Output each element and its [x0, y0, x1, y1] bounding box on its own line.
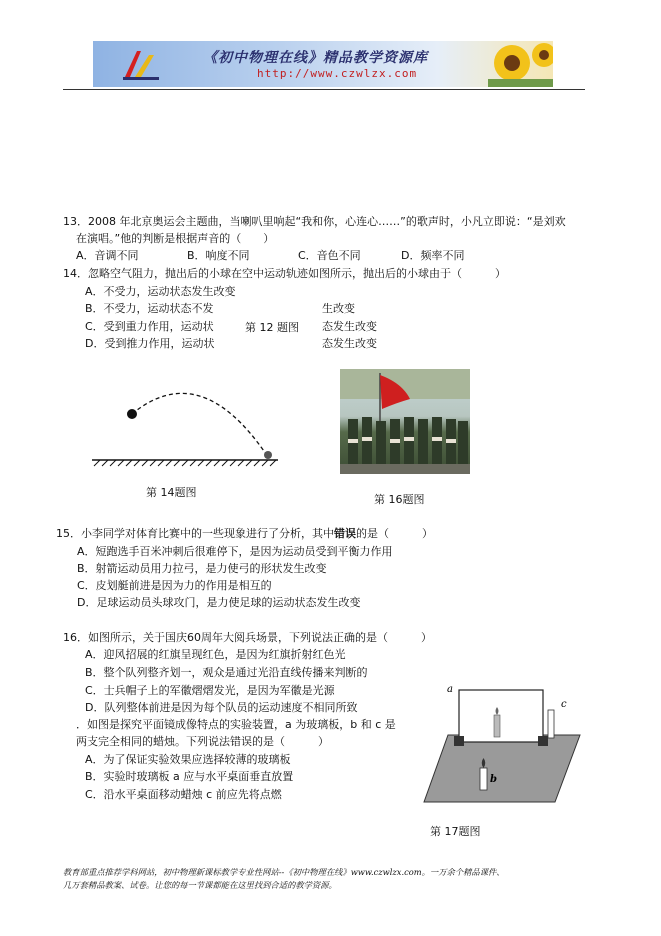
q13-option-a: A．音调不同 — [76, 249, 139, 262]
fig12-caption: 第 12 题图 — [245, 321, 299, 334]
banner-title: 《初中物理在线》精品教学资源库 — [203, 50, 428, 66]
q13-option-d: D．频率不同 — [401, 249, 465, 262]
q15-option-d: D．足球运动员头球攻门，是力使足球的运动状态发生改变 — [77, 596, 361, 609]
fig16-caption: 第 16题图 — [374, 493, 425, 506]
q14-option-b-tail: 生改变 — [322, 302, 355, 315]
candle-b — [480, 768, 487, 790]
site-logo — [121, 47, 161, 81]
fig17-caption: 第 17题图 — [430, 825, 481, 838]
q15-stem-post: 的是（ ） — [356, 527, 433, 540]
q14-stem: 14．忽略空气阻力，抛出后的小球在空中运动轨迹如图所示，抛出后的小球由于（ ） — [63, 267, 506, 280]
label-c: c — [561, 699, 567, 710]
q14-option-c: C．受到重力作用，运动状 — [85, 320, 214, 333]
q15-option-b: B．射箭运动员用力拉弓，是力使弓的形状发生改变 — [77, 562, 327, 575]
q14-option-b: B．不受力，运动状态不发 — [85, 302, 214, 315]
fig14-trajectory-diagram — [90, 380, 290, 470]
banner-url[interactable]: http://www.czwlzx.com — [257, 67, 418, 80]
footer-line2: 几万套精品教案、试卷。让您的每一节课都能在这里找到合适的教学资源。 — [63, 880, 337, 890]
q17-line1: ．如图是探究平面镜成像特点的实验装置，a 为玻璃板，b 和 c 是 — [76, 718, 396, 731]
header-banner — [93, 41, 553, 87]
header-rule — [63, 89, 585, 90]
q17-line2: 两支完全相同的蜡烛。下列说法错误的是（ ） — [76, 735, 329, 748]
glass-plate — [459, 690, 543, 742]
q17-option-b: B．实验时玻璃板 a 应与水平桌面垂直放置 — [85, 770, 294, 783]
q15-stem-pre: 15．小李同学对体育比赛中的一些现象进行了分析，其中 — [56, 527, 334, 540]
q13-line1: 13．2008 年北京奥运会主题曲，当喇叭里响起“我和你，心连心……”的歌声时，小凡立即说：“是刘欢 — [63, 215, 566, 228]
q15-stem-bold: 错误 — [334, 527, 356, 540]
footer-line1: 教育部重点推荐学科网站，初中物理新课标教学专业性网站--《初中物理在线》www.czwlzx.com。一万余个精品课件、 — [63, 867, 505, 877]
q15-stem — [56, 525, 433, 541]
q16-option-b: B．整个队列整齐划一，观众是通过光沿直线传播来判断的 — [85, 666, 368, 679]
ball-end — [264, 451, 272, 459]
q13-option-c: C．音色不同 — [298, 249, 361, 262]
candle-c — [548, 710, 554, 738]
fig16-parade-photo — [340, 369, 470, 474]
q15-option-c: C．皮划艇前进是因为力的作用是相互的 — [77, 579, 272, 592]
sunflower-image — [488, 41, 553, 87]
fig17-mirror-diagram — [420, 680, 585, 805]
q16-stem: 16．如图所示，关于国庆60周年大阅兵场景，下列说法正确的是（ ） — [63, 631, 432, 644]
label-a: a — [447, 684, 453, 695]
q13-line2: 在演唱。”他的判断是根据声音的（ ） — [76, 232, 275, 245]
fig14-caption: 第 14题图 — [146, 486, 197, 499]
q14-option-a: A．不受力，运动状态发生改变 — [85, 285, 236, 298]
q14-option-c-tail: 态发生改变 — [322, 320, 377, 333]
q15-option-a: A．短跑选手百米冲刺后很难停下，是因为运动员受到平衡力作用 — [77, 545, 393, 558]
label-b: b — [490, 774, 497, 785]
q16-option-a: A．迎风招展的红旗呈现红色，是因为红旗折射红色光 — [85, 648, 346, 661]
q14-option-d-tail: 态发生改变 — [322, 337, 377, 350]
q14-option-d: D．受到推力作用，运动状 — [85, 337, 215, 350]
q13-option-b: B．响度不同 — [187, 249, 250, 262]
q16-option-c: C．士兵帽子上的军徽熠熠发光，是因为军徽是光源 — [85, 684, 335, 697]
ball-start — [127, 409, 137, 419]
q17-option-a: A．为了保证实验效果应选择较薄的玻璃板 — [85, 753, 291, 766]
q16-option-d: D．队列整体前进是因为每个队员的运动速度不相同所致 — [85, 701, 358, 714]
q17-option-c: C．沿水平桌面移动蜡烛 c 前应先将点燃 — [85, 788, 282, 801]
